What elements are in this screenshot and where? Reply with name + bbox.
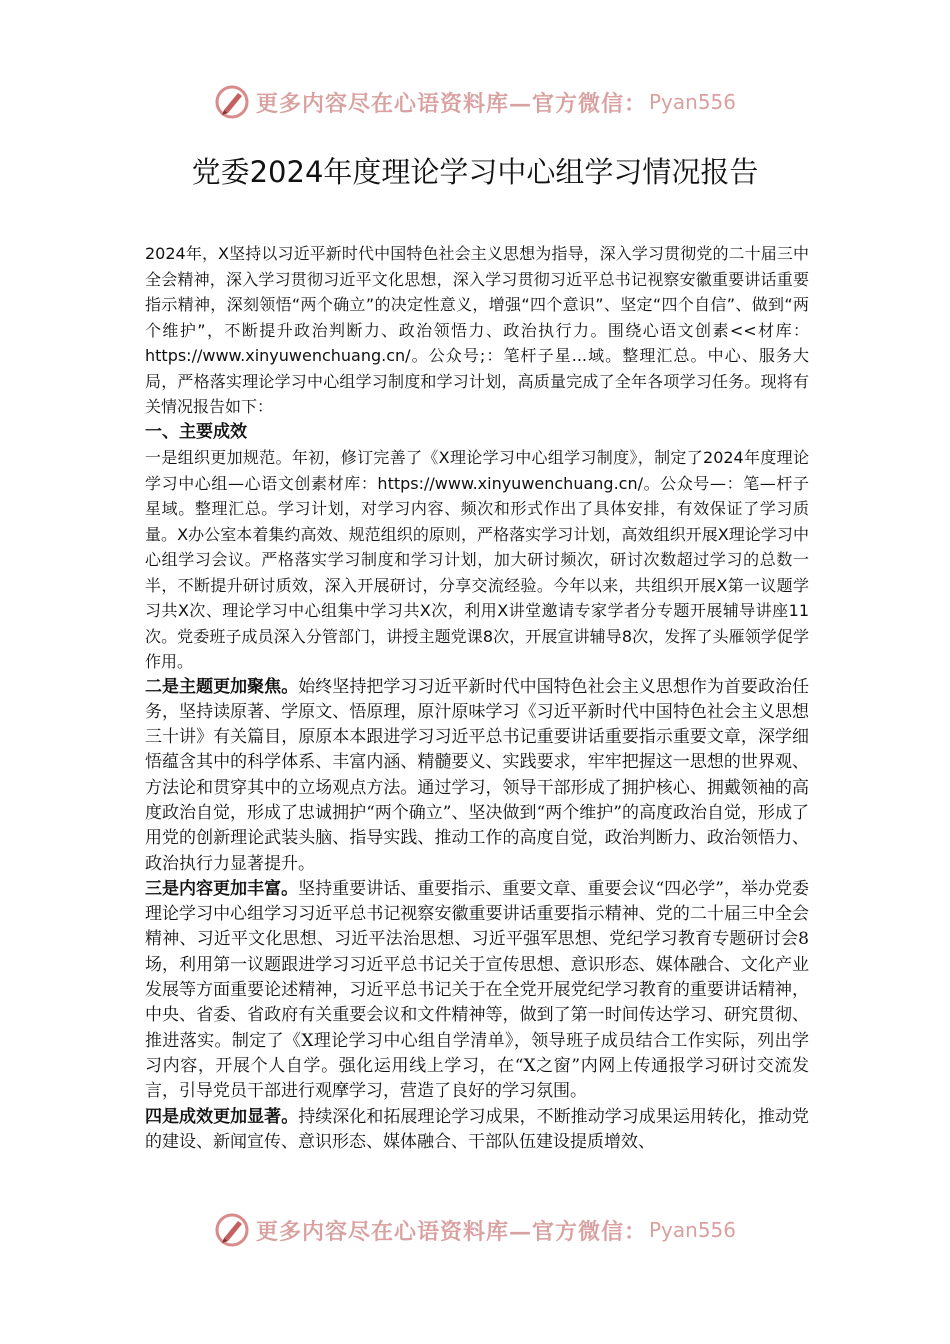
paragraph-3-text: 坚持重要讲话、重要指示、重要文章、重要会议“四必学”，举办党委理论学习中心组学习习近平总书记视察安徽重要讲话重要指示精神、党的二十届三中全会精神、习近平文化思想、习近平法治思想、习近平强军思想、党纪学习教育专题研讨会8场，利用第一议题跟进学习习近平总书记关于宣传思想、意识形态、媒体融合、文化产业发展等方面重要论述精神，习近平总书记关于在全党开展党纪学习教育的重要讲话精神，中央、省委、省政府有关重要会议和文件精神等，做到了第一时间传达学习、研究贯彻、推进落实。制定了《X理论学习中心组自学清单》，领导班子成员结合工作实际，列出学习内容，开展个人自学。强化运用线上学习，在“X之窗”内网上传通报学习研讨交流发言，引导党员干部进行观摩学习，营造了良好的学习氛围。	[145, 878, 809, 1102]
paragraph-3	[145, 877, 809, 1105]
watermark-text: 更多内容尽在心语资料库—官方微信：	[255, 1218, 647, 1245]
section-heading: 一、主要成效	[145, 421, 247, 442]
paragraph-1: 一是组织更加规范。年初，修订完善了《X理论学习中心组学习制度》，制定了2024年度理论学习中心组—心语文创素材库：https://www.xinyuwenchuang.cn/。公众号—：笔—杆子星域。整理汇总。学习计划，对学习内容、频次和形式作出了具体安排，有效保证了学习质量。X办公室本着集约高效、规范组织的原则，严格落实学习计划，高效组织开展X理论学习中心组学习会议。严格落实学习制度和学习计划，加大研讨频次，研讨次数超过学习的总数一半，不断提升研讨质效，深入开展研讨，分享交流经验。今年以来，共组织开展X第一议题学习共X次、理论学习中心组集中学习共X次，利用X讲堂邀请专家学者分专题开展辅导讲座11次。党委班子成员深入分管部门，讲授主题党课8次，开展宣讲辅导8次，发挥了头雁领学促学作用。	[145, 448, 809, 671]
paragraph-4	[145, 1105, 809, 1156]
paragraph-2-text: 始终坚持把学习习近平新时代中国特色社会主义思想作为首要政治任务，坚持读原著、学原文、悟原理，原汁原味学习《习近平新时代中国特色社会主义思想三十讲》有关篇目，原原本本跟进学习习近平总书记重要讲话重要指示重要文章，深学细悟蕴含其中的科学体系、丰富内涵、精髓要义、实践要求，牢牢把握这一思想的世界观、方法论和贯穿其中的立场观点方法。通过学习，领导干部形成了拥护核心、拥戴领袖的高度政治自觉，形成了忠诚拥护“两个确立”、坚决做到“两个维护”的高度政治自觉，形成了用党的创新理论武装头脑、指导实践、推动工作的高度自觉，政治判断力、政治领悟力、政治执行力显著提升。	[145, 676, 810, 874]
paragraph-2	[145, 675, 809, 877]
intro-paragraph: 2024年，X坚持以习近平新时代中国特色社会主义思想为指导，深入学习贯彻党的二十届三中全会精神，深入学习贯彻习近平文化思想，深入学习贯彻习近平总书记视察安徽重要讲话重要指示精神，深刻领悟“两个确立”的决定性意义，增强“四个意识”、坚定“四个自信”、做到“两个维护”，不断提升政治判断力、政治领悟力、政治执行力。围绕心语文创素<<材库：https://www.xinyuwenchuang.cn/。公众号;：笔杆子星...域。整理汇总。中心、服务大局，严格落实理论学习中心组学习制度和学习计划，高质量完成了全年各项学习任务。现将有关情况报告如下：	[145, 244, 809, 416]
paragraph-2-lead: 二是主题更加聚焦。	[145, 676, 299, 697]
paragraph-3-lead: 三是内容更加丰富。	[145, 878, 299, 899]
watermark-id: Pyan556	[649, 90, 737, 114]
paragraph-4-text: 持续深化和拓展理论学习成果，不断推动学习成果运用转化，推动党的建设、新闻宣传、意识形态、媒体融合、干部队伍建设提质增效、	[145, 1106, 810, 1152]
page-title: 党委2024年度理论学习中心组学习情况报告	[191, 155, 759, 189]
pen-logo-icon	[214, 1212, 250, 1248]
watermark-header	[0, 82, 950, 122]
watermark-text: 更多内容尽在心语资料库—官方微信：	[255, 90, 647, 117]
document-body	[145, 241, 809, 1155]
pen-logo-icon	[214, 84, 250, 120]
paragraph-4-lead: 四是成效更加显著。	[145, 1106, 299, 1127]
watermark-id: Pyan556	[649, 1218, 737, 1242]
watermark-footer	[0, 1210, 950, 1250]
